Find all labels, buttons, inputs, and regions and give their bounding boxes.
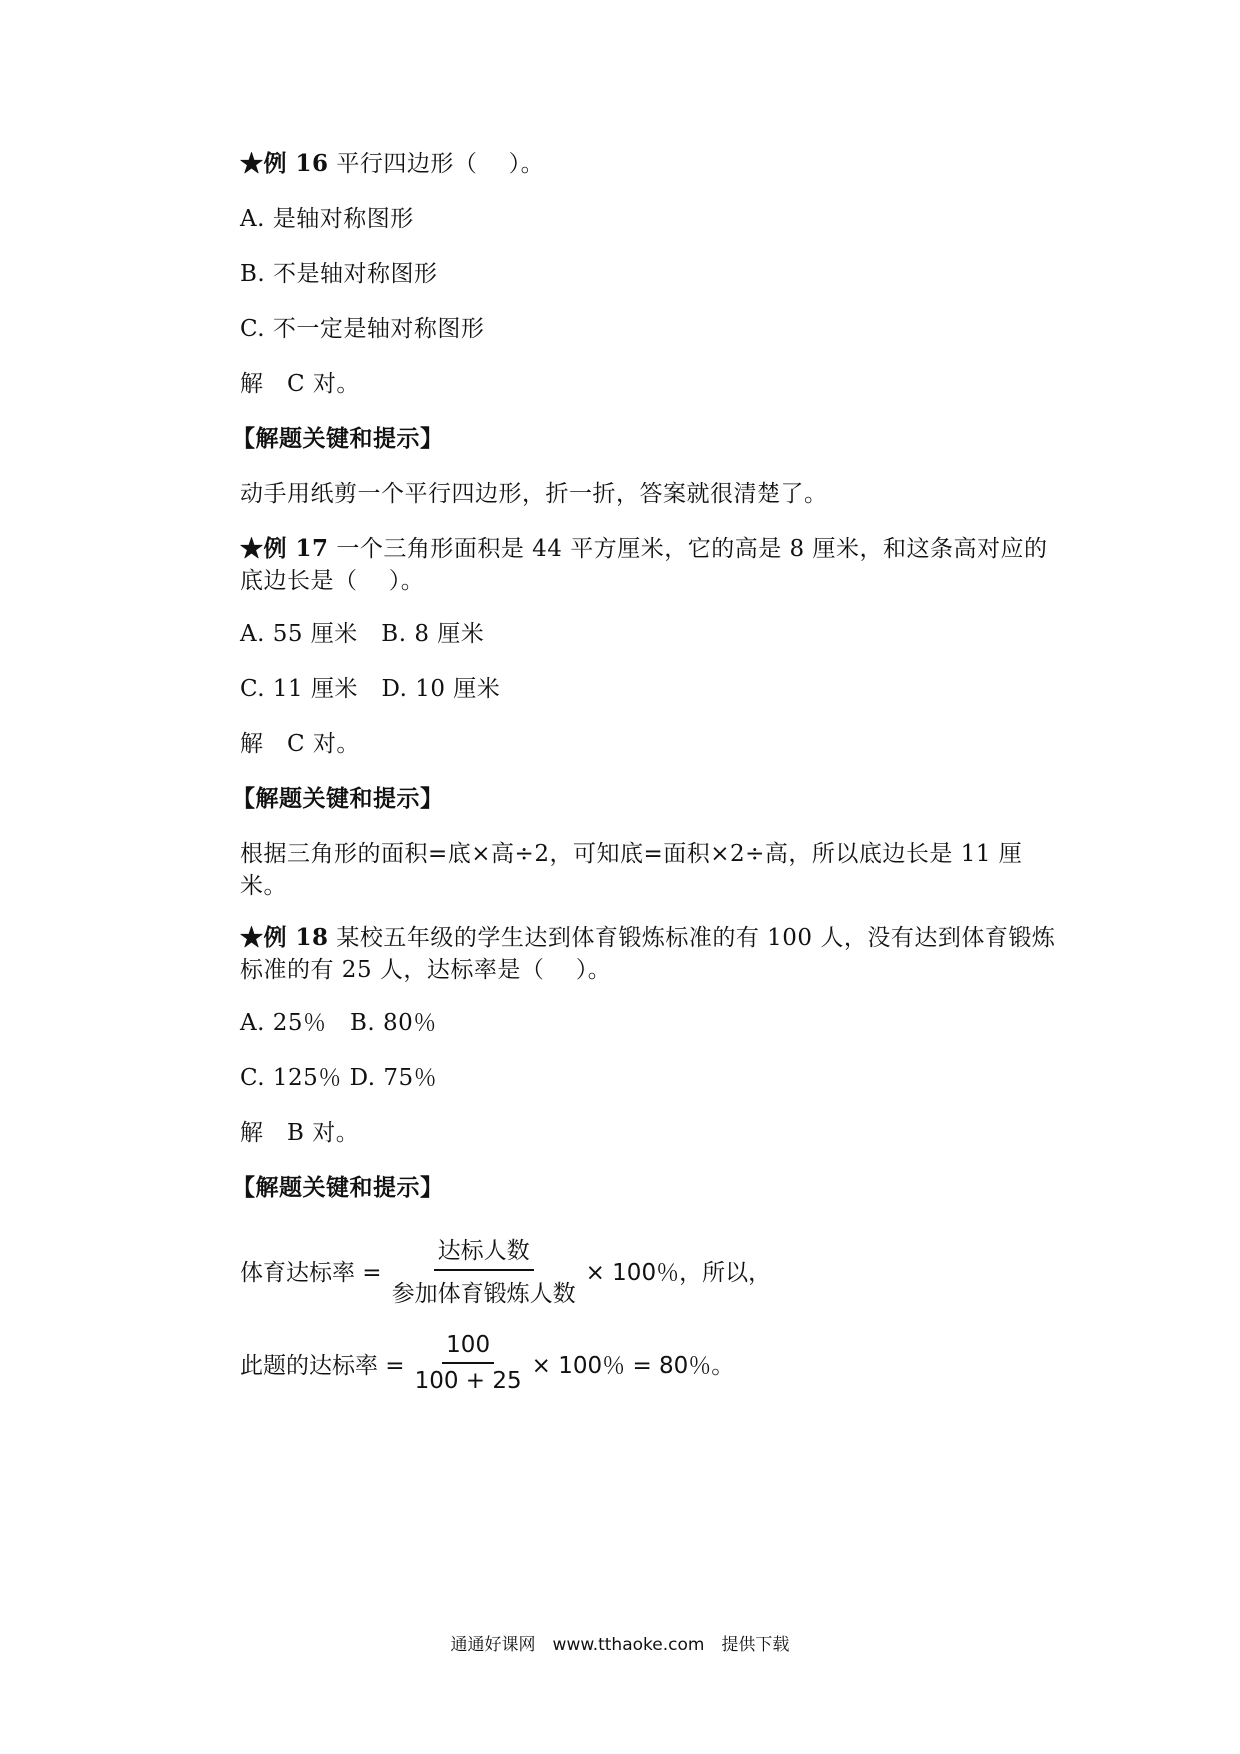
formula2-numerator: 100: [442, 1332, 494, 1364]
example-17-options-line2: C. 11 厘米 D. 10 厘米: [240, 676, 501, 702]
formula1-fraction: [388, 1232, 580, 1308]
example-18-options-line2: C. 125％ D. 75％: [240, 1065, 438, 1091]
example-17-options-line1: A. 55 厘米 B. 8 厘米: [240, 621, 485, 647]
example-16-hint-text: 动手用纸剪一个平行四边形，折一折，答案就很清楚了。: [240, 481, 828, 507]
formula2-rhs: × 100％ = 80％。: [531, 1352, 735, 1379]
example-16-label: ★例 16: [240, 150, 329, 177]
example-16-answer: 解 C 对。: [240, 371, 360, 397]
formula1-numerator: 达标人数: [434, 1232, 534, 1271]
example-17-answer: 解 C 对。: [240, 731, 360, 757]
example-16-question-text: 平行四边形（ ）。: [328, 151, 545, 177]
example-16-option-c: C. 不一定是轴对称图形: [240, 316, 485, 342]
example-17-hint-text: 根据三角形的面积=底×高÷2，可知底=面积×2÷高，所以底边长是 11 厘米。: [240, 841, 1023, 899]
example-16-hint-title: 【解题关键和提示】: [232, 425, 444, 452]
formula2-lhs: 此题的达标率 =: [240, 1352, 405, 1379]
example-16-option-a: A. 是轴对称图形: [240, 206, 414, 232]
example-16-option-b: B. 不是轴对称图形: [240, 261, 438, 287]
example-18-answer: 解 B 对。: [240, 1120, 360, 1146]
formula1-lhs: 体育达标率 =: [240, 1259, 382, 1286]
example-18-hint-title: 【解题关键和提示】: [232, 1174, 444, 1201]
example-17-question: [190, 533, 1060, 597]
example-18-label: ★例 18: [240, 924, 329, 951]
example-17-hint-title: 【解题关键和提示】: [232, 785, 444, 812]
formula1-denominator: 参加体育锻炼人数: [391, 1281, 576, 1307]
example-18-options-line1: A. 25％ B. 80％: [240, 1010, 437, 1036]
formula-pass-rate-calculation: [240, 1332, 734, 1394]
formula2-fraction: [411, 1332, 526, 1394]
example-16-question: [240, 148, 544, 180]
example-18-question-text: 某校五年级的学生达到体育锻炼标准的有 100 人，没有达到体育锻炼标准的有 25 人，达标率是（ ）。: [240, 925, 1056, 983]
example-17-hint-text-block: [190, 838, 1060, 902]
page-footer: 通通好课网 www.tthaoke.com 提供下载: [450, 1635, 790, 1655]
example-17-question-text: 一个三角形面积是 44 平方厘米，它的高是 8 厘米，和这条高对应的底边长是（ ）。: [240, 536, 1048, 594]
formula1-rhs: × 100％，所以，: [585, 1259, 772, 1286]
formula-pass-rate-definition: [240, 1232, 771, 1308]
example-18-question: [190, 922, 1060, 986]
example-17-label: ★例 17: [240, 535, 329, 562]
formula2-denominator: 100 + 25: [414, 1368, 522, 1394]
